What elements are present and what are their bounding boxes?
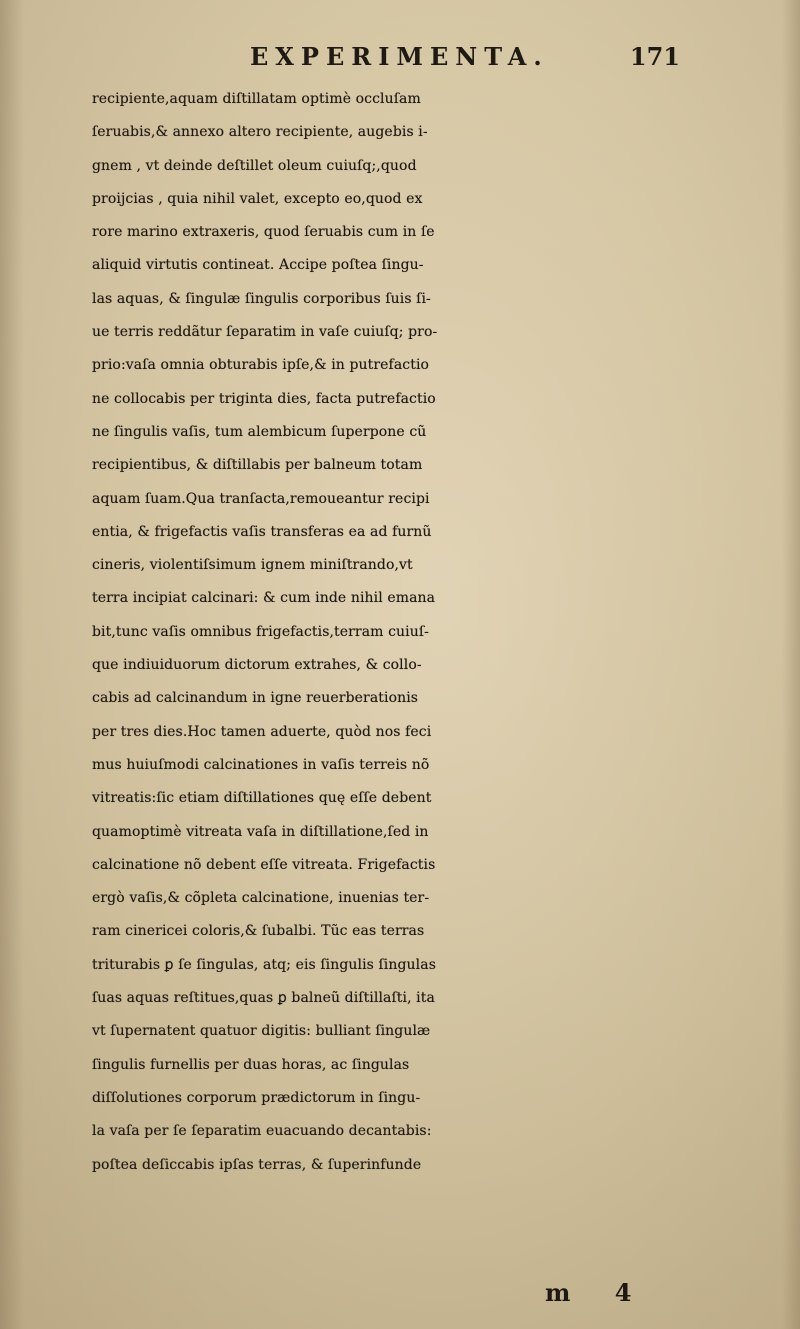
- text-line: per tres dies.Hoc tamen aduerte, quòd nos feci: [92, 723, 432, 740]
- running-head: EXPERIMENTA.: [250, 42, 549, 71]
- text-line: que indiuiduorum dictorum extrahes, & collo-: [92, 657, 422, 674]
- text-line: ſingulis furnellis per duas horas, ac ſingulas: [92, 1056, 410, 1073]
- text-line: ſeruabis,& annexo altero recipiente, augebis i-: [92, 124, 428, 141]
- text-line: aquam ſuam.Qua tranſacta,remoueantur recipi: [92, 490, 430, 507]
- text-line: cineris, violentiſsimum ignem miniſtrando,vt: [92, 557, 413, 574]
- text-line: proijcias , quia nihil valet, excepto eo,quod ex: [92, 190, 423, 207]
- text-line: ne ſingulis vaſis, tum alembicum ſuperpone cũ: [92, 423, 427, 440]
- text-line: triturabis ꝑ ſe ſingulas, atq; eis ſingulis ſingulas: [92, 956, 436, 973]
- text-line: ue terris reddãtur ſeparatim in vaſe cuiuſq; pro-: [92, 324, 438, 341]
- signature-mark: m 4: [545, 1278, 650, 1307]
- text-line: vitreatis:ſic etiam diſtillationes quę eſſe debent: [92, 790, 432, 807]
- text-line: ram cinericei coloris,& ſubalbi. Tũc eas terras: [92, 923, 425, 940]
- text-line: gnem , vt deinde deſtillet oleum cuiuſq;,quod: [92, 157, 417, 174]
- page-edge-shadow-left: [0, 0, 24, 1329]
- text-line: poſtea deſiccabis ipſas terras, & ſuperinfunde: [92, 1156, 422, 1173]
- text-line: las aquas, & ſingulæ ſingulis corporibus ſuis ſi-: [92, 290, 431, 307]
- text-line: recipiente,aquam diſtillatam optimè occluſam: [92, 91, 421, 107]
- text-line: vt ſupernatent quatuor digitis: bulliant ſingulæ: [92, 1023, 431, 1040]
- page-edge-shadow-right: [782, 0, 800, 1329]
- text-line: recipientibus, & diſtillabis per balneum totam: [92, 457, 423, 474]
- text-line: ne collocabis per triginta dies, facta putrefactio: [92, 390, 436, 407]
- page-number: 171: [629, 42, 680, 71]
- text-line: prio:vaſa omnia obturabis ipſe,& in putrefactio: [92, 357, 430, 374]
- text-line: ergò vaſis,& cõpleta calcinatione, inuenias ter-: [92, 890, 430, 907]
- text-line: rore marino extraxeris, quod ſeruabis cum in ſe: [92, 224, 435, 241]
- text-line: ſuas aquas reſtitues,quas ꝑ balneũ diſtillaſti, ita: [92, 990, 435, 1007]
- body-text: [92, 83, 722, 1182]
- text-line: la vaſa per ſe ſeparatim euacuando decantabis:: [92, 1123, 432, 1140]
- text-line: calcinatione nõ debent eſſe vitreata. Frigefactis: [92, 856, 436, 873]
- text-line: diſſolutiones corporum prædictorum in ſingu-: [92, 1089, 421, 1106]
- page-header: [250, 42, 680, 82]
- text-line: entia, & frigefactis vaſis transferas ea ad furnũ: [92, 523, 432, 540]
- text-line: quamoptimè vitreata vaſa in diſtillatione,ſed in: [92, 823, 429, 840]
- text-line: bit,tunc vaſis omnibus frigefactis,terram cuiuſ-: [92, 623, 429, 640]
- text-line: aliquid virtutis contineat. Accipe poſtea ſingu-: [92, 257, 424, 274]
- text-line: mus huiuſmodi calcinationes in vaſis terreis nõ: [92, 756, 430, 773]
- text-line: cabis ad calcinandum in igne reuerberationis: [92, 690, 419, 707]
- text-line: terra incipiat calcinari: & cum inde nihil emana: [92, 590, 436, 607]
